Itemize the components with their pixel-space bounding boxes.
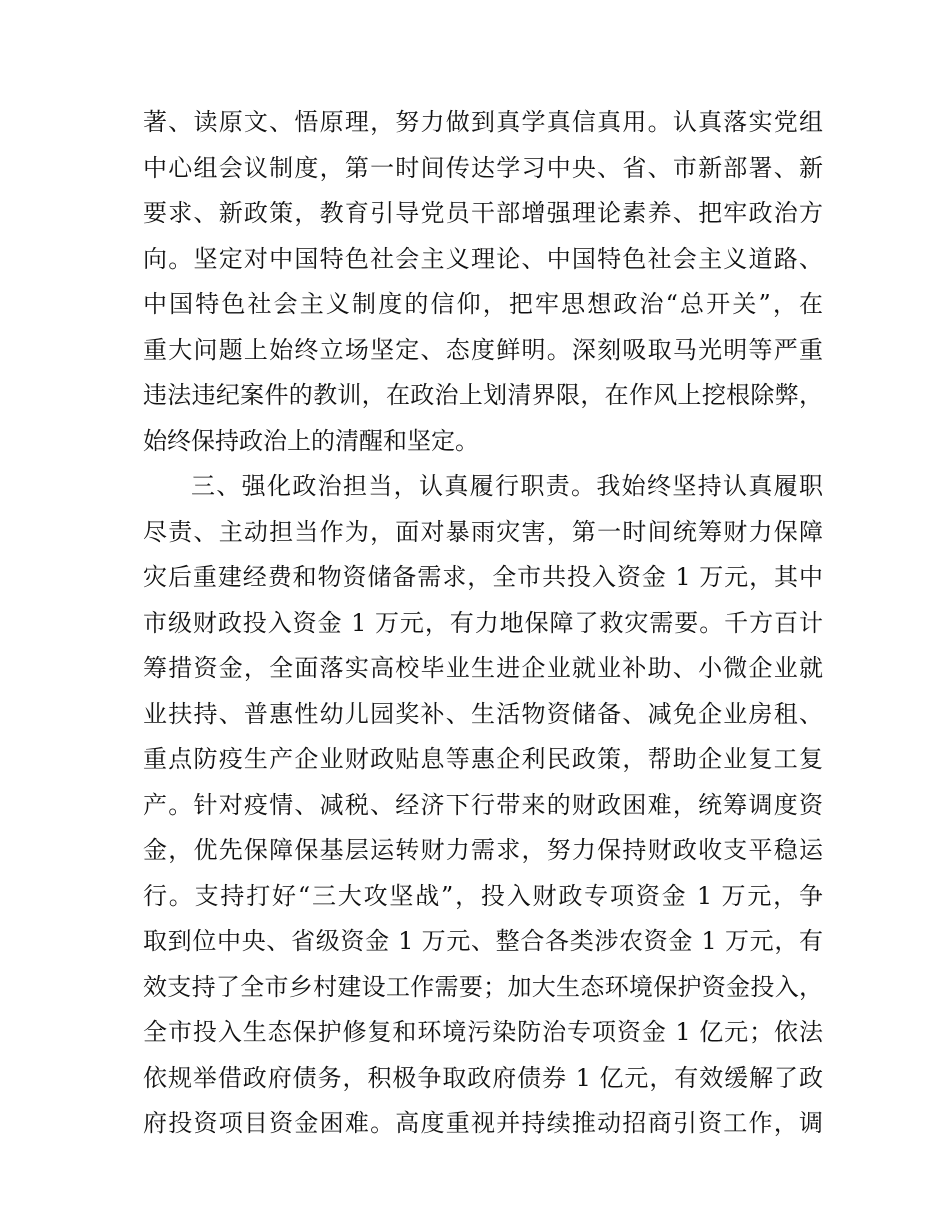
paragraph-2 (143, 464, 823, 1147)
paragraph-line: 中心组会议制度，第一时间传达学习中央、省、市新部署、新 (143, 153, 823, 182)
paragraph-line: 业扶持、普惠性幼儿园奖补、生活物资储备、减免企业房租、 (143, 699, 823, 728)
paragraph-line: 重点防疫生产企业财政贴息等惠企利民政策，帮助企业复工复 (143, 745, 823, 773)
paragraph-line: 始终保持政治上的清醒和坚定。 (143, 426, 479, 455)
paragraph-line: 筹措资金，全面落实高校毕业生进企业就业补助、小微企业就 (143, 654, 823, 682)
paragraph-line: 取到位中央、省级资金 1 万元、整合各类涉农资金 1 万元，有 (143, 927, 823, 955)
paragraph-line: 中国特色社会主义制度的信仰，把牢思想政治“总开关”，在 (143, 290, 823, 318)
paragraph-line: 著、读原文、悟原理，努力做到真学真信真用。认真落实党组 (143, 108, 823, 136)
paragraph-line: 尽责、主动担当作为，面对暴雨灾害，第一时间统筹财力保障 (143, 517, 823, 546)
paragraph-line: 要求、新政策，教育引导党员干部增强理论素养、把牢政治方 (143, 199, 823, 227)
paragraph-line: 行。支持打好“三大攻坚战”，投入财政专项资金 1 万元，争 (143, 881, 823, 910)
paragraph-line: 市级财政投入资金 1 万元，有力地保障了救灾需要。千方百计 (143, 608, 823, 637)
paragraph-1 (143, 100, 823, 464)
paragraph-line: 违法违纪案件的教训，在政治上划清界限，在作风上挖根除弊， (143, 381, 823, 409)
paragraph-line: 效支持了全市乡村建设工作需要；加大生态环境保护资金投入， (143, 972, 823, 1001)
paragraph-line: 三、强化政治担当，认真履行职责。我始终坚持认真履职 (191, 472, 823, 500)
paragraph-line: 灾后重建经费和物资储备需求，全市共投入资金 1 万元，其中 (143, 563, 823, 591)
document-body (143, 100, 823, 1147)
paragraph-line: 依规举借政府债务，积极争取政府债券 1 亿元，有效缓解了政 (143, 1063, 823, 1092)
paragraph-line: 重大问题上始终立场坚定、态度鲜明。深刻吸取马光明等严重 (143, 335, 823, 364)
paragraph-line: 金，优先保障保基层运转财力需求，努力保持财政收支平稳运 (143, 836, 823, 864)
paragraph-line: 产。针对疫情、减税、经济下行带来的财政困难，统筹调度资 (143, 790, 823, 819)
paragraph-line: 全市投入生态保护修复和环境污染防治专项资金 1 亿元；依法 (143, 1018, 823, 1046)
paragraph-line: 向。坚定对中国特色社会主义理论、中国特色社会主义道路、 (143, 244, 823, 273)
paragraph-line: 府投资项目资金困难。高度重视并持续推动招商引资工作，调 (143, 1109, 823, 1137)
